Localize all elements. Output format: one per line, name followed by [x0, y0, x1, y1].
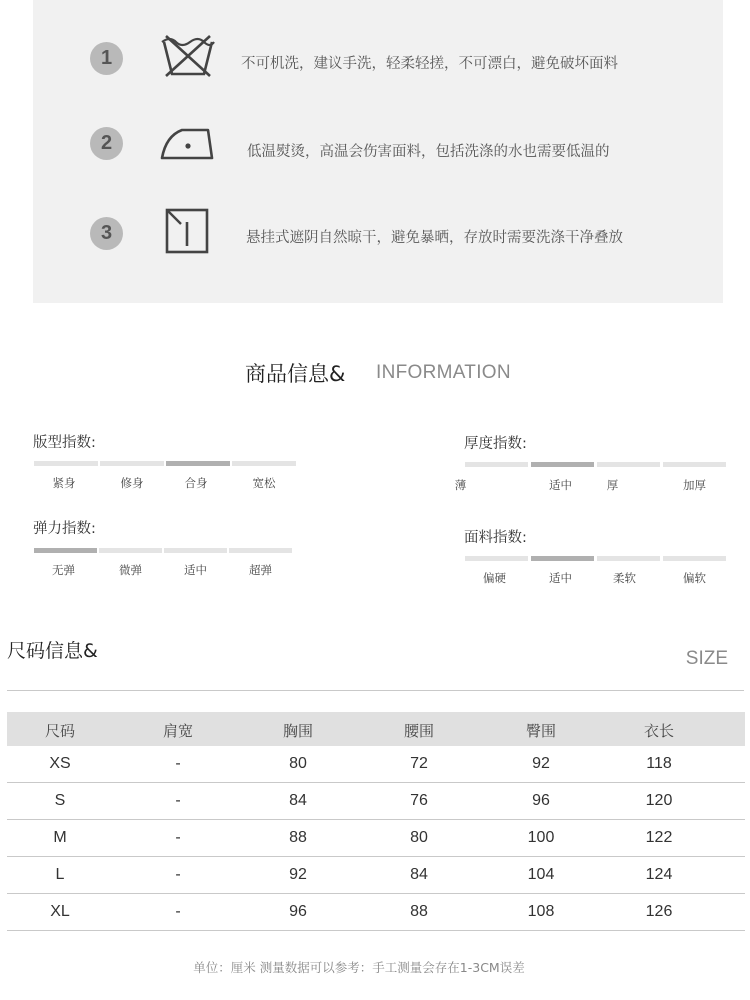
- elasticity-scale-label: 微弹: [119, 563, 142, 577]
- care-item-1: [33, 24, 723, 94]
- table-cell: 96: [289, 903, 307, 920]
- care-item-3: [33, 196, 723, 266]
- column-header: 衣长: [643, 722, 674, 740]
- fit-scale-segment: [34, 461, 98, 466]
- table-row: [7, 820, 745, 857]
- table-cell: 80: [289, 755, 307, 772]
- divider: [7, 690, 744, 691]
- care-instructions-panel: [33, 0, 723, 303]
- low-temp-iron-icon: [158, 118, 218, 168]
- care-text: 不可机洗，建议手洗，轻柔轻搓，不可漂白，避免破坏面料: [241, 56, 618, 72]
- thickness-index-title: 厚度指数:: [464, 436, 527, 452]
- care-text: 悬挂式遮阴自然晾干，避免暴晒，存放时需要洗涤干净叠放: [246, 230, 623, 246]
- fabric-scale-label: 偏硬: [483, 571, 506, 585]
- fabric-scale-segment: [465, 556, 528, 561]
- table-cell: 122: [645, 829, 673, 846]
- table-cell: 120: [645, 792, 673, 809]
- size-section-title: 尺码信息&: [7, 640, 98, 662]
- fabric-index-title: 面料指数:: [464, 530, 527, 546]
- measurement-footnote: 单位：厘米 测量数据可以参考：手工测量会存在1-3CM误差: [193, 960, 525, 975]
- elasticity-scale-label: 无弹: [52, 563, 75, 577]
- thickness-scale-label: 加厚: [683, 478, 706, 492]
- fit-scale-segment: [232, 461, 296, 466]
- elasticity-scale-segment: [99, 548, 162, 553]
- elasticity-scale-label: 超弹: [249, 563, 272, 577]
- table-cell: 92: [532, 755, 550, 772]
- table-cell: 76: [410, 792, 428, 809]
- fit-scale-label: 合身: [184, 476, 208, 490]
- elasticity-scale-segment: [164, 548, 227, 553]
- fabric-scale-label: 柔软: [613, 571, 636, 585]
- step-number-badge: 3: [90, 217, 123, 250]
- thickness-scale-label: 厚: [606, 478, 619, 492]
- fabric-scale-segment-selected: [531, 556, 594, 561]
- size-section-subtitle: SIZE: [685, 648, 728, 669]
- care-text: 低温熨烫，高温会伤害面料，包括洗涤的水也需要低温的: [247, 144, 610, 160]
- elasticity-scale-label: 适中: [184, 563, 207, 577]
- column-header: 腰围: [403, 722, 434, 740]
- column-header: 胸围: [282, 722, 313, 740]
- thickness-scale-segment: [597, 462, 660, 467]
- table-cell: 80: [410, 829, 428, 846]
- table-cell: S: [54, 792, 66, 809]
- table-cell: L: [55, 866, 65, 883]
- column-header: 臀围: [525, 722, 556, 740]
- no-machine-wash-icon: [158, 30, 218, 80]
- step-number-badge: 2: [90, 127, 123, 160]
- fit-scale-segment: [100, 461, 164, 466]
- fit-scale-label: 修身: [120, 476, 144, 490]
- column-header: 尺码: [44, 722, 75, 740]
- table-cell: 124: [645, 866, 673, 883]
- table-cell: -: [175, 903, 181, 920]
- elasticity-index-title: 弹力指数:: [33, 521, 96, 537]
- table-cell: 96: [532, 792, 550, 809]
- table-row: [7, 783, 745, 820]
- fit-scale-segment-selected: [166, 461, 230, 466]
- step-number-badge: 1: [90, 42, 123, 75]
- table-cell: XL: [50, 903, 70, 920]
- table-row: [7, 894, 745, 931]
- fit-scale-label: 紧身: [52, 476, 76, 490]
- table-cell: -: [175, 866, 181, 883]
- thickness-scale-label: 适中: [549, 478, 572, 492]
- table-cell: 88: [410, 903, 428, 920]
- elasticity-scale-segment: [229, 548, 292, 553]
- table-cell: 92: [289, 866, 307, 883]
- table-cell: 88: [289, 829, 307, 846]
- fabric-scale-segment: [663, 556, 726, 561]
- table-cell: 84: [410, 866, 428, 883]
- table-cell: XS: [49, 755, 71, 772]
- table-cell: -: [175, 829, 181, 846]
- info-section-subtitle: INFORMATION: [376, 362, 511, 383]
- fabric-scale-label: 偏软: [683, 571, 706, 585]
- table-cell: 84: [289, 792, 307, 809]
- thickness-scale-segment: [663, 462, 726, 467]
- table-cell: -: [175, 755, 181, 772]
- thickness-scale-segment: [465, 462, 528, 467]
- info-section-title: 商品信息&: [245, 362, 346, 386]
- fabric-scale-label: 适中: [549, 571, 572, 585]
- fit-index-title: 版型指数:: [33, 435, 96, 451]
- table-cell: -: [175, 792, 181, 809]
- table-cell: 118: [646, 755, 672, 772]
- fit-scale-label: 宽松: [252, 476, 276, 490]
- thickness-scale-label: 薄: [454, 478, 467, 492]
- table-cell: 104: [527, 866, 555, 883]
- elasticity-scale-segment-selected: [34, 548, 97, 553]
- table-row: [7, 857, 745, 894]
- care-item-2: [33, 110, 723, 180]
- table-cell: 108: [527, 903, 555, 920]
- thickness-scale-segment-selected: [531, 462, 594, 467]
- hang-dry-icon: [158, 206, 218, 256]
- table-cell: M: [53, 829, 67, 846]
- fabric-scale-segment: [597, 556, 660, 561]
- table-header-row: [7, 712, 745, 746]
- column-header: 肩宽: [162, 722, 193, 740]
- table-cell: 72: [410, 755, 428, 772]
- table-cell: 126: [645, 903, 673, 920]
- table-cell: 100: [527, 829, 555, 846]
- table-row: [7, 746, 745, 783]
